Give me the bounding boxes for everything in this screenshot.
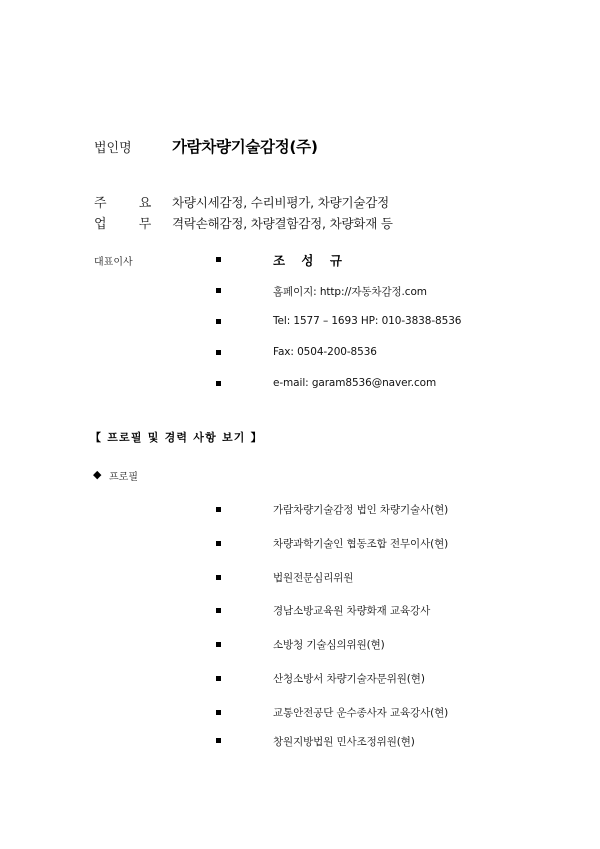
contact-email: e-mail: garam8536@naver.com bbox=[273, 377, 437, 389]
bullet-square-icon bbox=[216, 676, 221, 681]
company-name: 가람차량기술감정(주) bbox=[172, 138, 318, 156]
bullet-square-icon bbox=[216, 738, 221, 743]
representative-label: 대표이사 bbox=[94, 257, 133, 268]
bullet-square-icon bbox=[216, 541, 221, 546]
profile-item: 창원지방법원 민사조정위원(현) bbox=[273, 736, 415, 748]
bullet-square-icon bbox=[216, 288, 221, 293]
profile-section-heading: 【 프로필 및 경력 사항 보기 】 bbox=[90, 431, 263, 444]
business-line-1: 차량시세감정, 수리비평가, 차량기술감정 bbox=[172, 195, 389, 210]
bullet-square-icon bbox=[216, 350, 221, 355]
profile-item: 교통안전공단 운수종사자 교육강사(현) bbox=[273, 707, 449, 719]
profile-item: 경남소방교육원 차량화재 교육강사 bbox=[273, 605, 431, 617]
bullet-square-icon bbox=[216, 642, 221, 647]
profile-item: 산청소방서 차량기술자문위원(현) bbox=[273, 673, 425, 685]
profile-item: 차량과학기술인 협동조합 전무이사(현) bbox=[273, 538, 449, 550]
contact-phone: Tel: 1577 – 1693 HP: 010-3838-8536 bbox=[273, 315, 462, 327]
bullet-square-icon bbox=[216, 381, 221, 386]
business-label-line2: 업 무 bbox=[94, 217, 166, 232]
bullet-square-icon bbox=[216, 710, 221, 715]
company-label: 법인명 bbox=[94, 141, 132, 156]
business-line-2: 격락손해감정, 차량결함감정, 차량화재 등 bbox=[172, 216, 393, 231]
bullet-square-icon bbox=[216, 575, 221, 580]
bullet-square-icon bbox=[216, 608, 221, 613]
business-label-line1: 주 요 bbox=[94, 196, 166, 211]
profile-item: 소방청 기술심의위원(현) bbox=[273, 639, 385, 651]
bullet-square-icon bbox=[216, 507, 221, 512]
bullet-square-icon bbox=[216, 257, 221, 262]
contact-homepage: 홈페이지: http://자동차감정.com bbox=[273, 286, 427, 298]
profile-subheading: 프로필 bbox=[109, 472, 138, 483]
profile-item: 가람차량기술감정 법인 차량기술사(현) bbox=[273, 504, 449, 516]
contact-fax: Fax: 0504-200-8536 bbox=[273, 346, 377, 358]
representative-name: 조 성 규 bbox=[273, 253, 348, 268]
bullet-square-icon bbox=[216, 319, 221, 324]
profile-item: 법원전문심리위원 bbox=[273, 572, 354, 584]
diamond-bullet-icon: ◆ bbox=[93, 468, 102, 481]
